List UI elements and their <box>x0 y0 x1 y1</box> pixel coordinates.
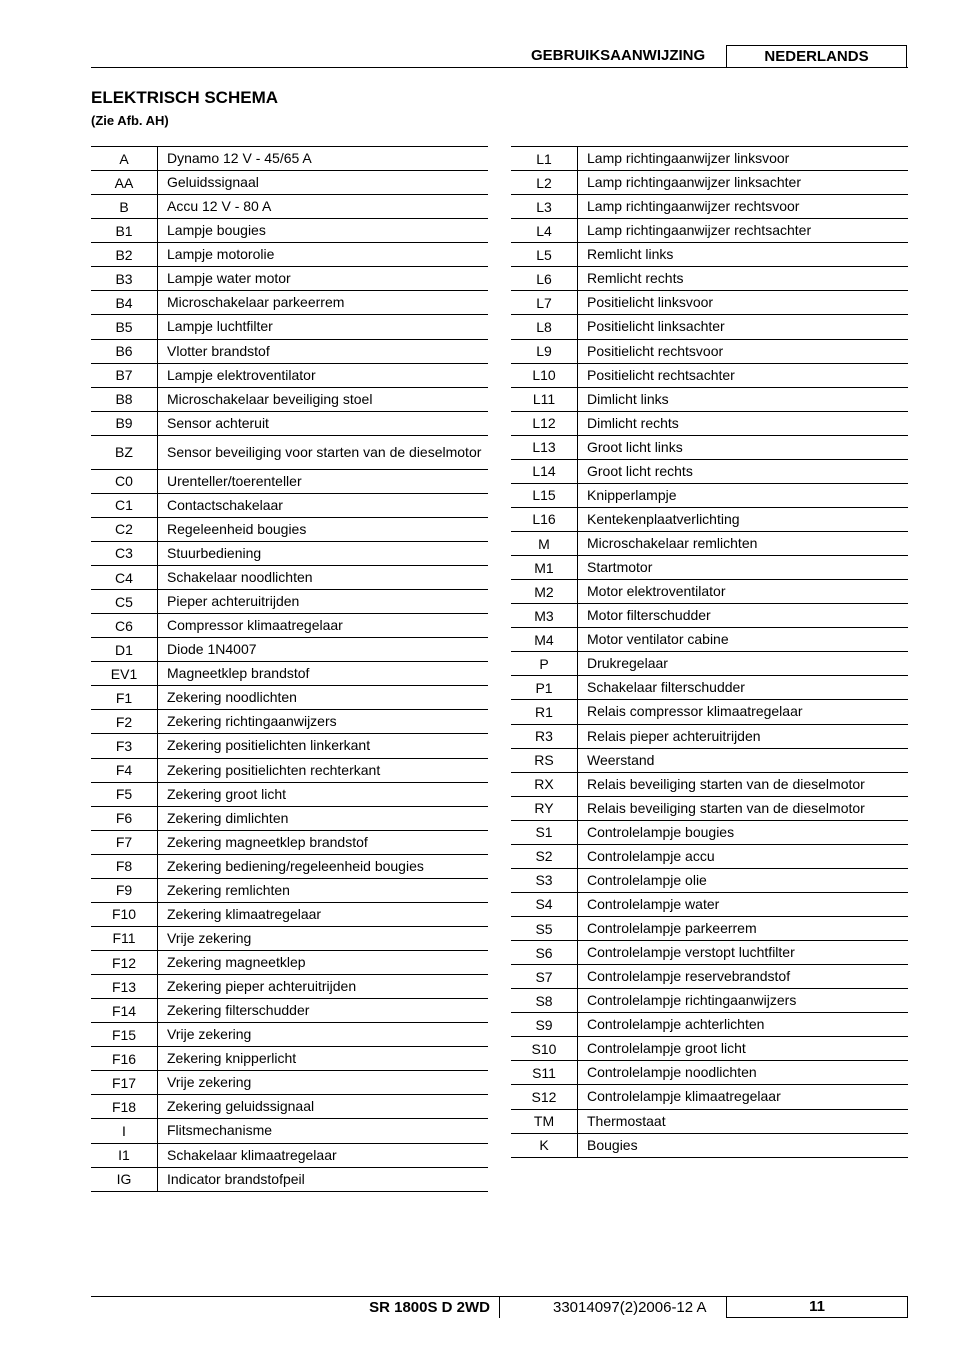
table-row <box>91 171 488 195</box>
component-description: Motor ventilator cabine <box>578 628 909 652</box>
component-description: Groot licht rechts <box>578 459 909 483</box>
component-code: L14 <box>511 459 578 483</box>
component-description: Schakelaar noodlichten <box>158 566 489 590</box>
component-description: Zekering remlichten <box>158 878 489 902</box>
component-code: F1 <box>91 686 158 710</box>
component-code: F2 <box>91 710 158 734</box>
component-table-left <box>91 146 488 1192</box>
component-description: Remlicht rechts <box>578 267 909 291</box>
component-code: F16 <box>91 1047 158 1071</box>
table-row <box>91 806 488 830</box>
table-row <box>511 1013 908 1037</box>
table-row <box>91 469 488 493</box>
component-description: Thermostaat <box>578 1109 909 1133</box>
component-description: Vrije zekering <box>158 926 489 950</box>
component-description: Lampje luchtfilter <box>158 315 489 339</box>
component-description: Microschakelaar remlichten <box>578 532 909 556</box>
table-row <box>91 267 488 291</box>
table-row <box>91 195 488 219</box>
table-row <box>511 989 908 1013</box>
component-code: M2 <box>511 580 578 604</box>
component-description: Zekering noodlichten <box>158 686 489 710</box>
component-description: Lamp richtingaanwijzer rechtsachter <box>578 219 909 243</box>
component-description: Zekering bediening/regeleenheid bougies <box>158 854 489 878</box>
table-row <box>511 1109 908 1133</box>
footer-doc-number: 33014097(2)2006-12 A <box>553 1299 707 1316</box>
component-code: C6 <box>91 614 158 638</box>
table-row <box>91 541 488 565</box>
component-description: Stuurbediening <box>158 541 489 565</box>
component-description: Zekering knipperlicht <box>158 1047 489 1071</box>
table-row <box>91 734 488 758</box>
component-description: Controlelampje reservebrandstof <box>578 965 909 989</box>
component-code: TM <box>511 1109 578 1133</box>
component-code: S7 <box>511 965 578 989</box>
component-code: S6 <box>511 941 578 965</box>
component-description: Zekering richtingaanwijzers <box>158 710 489 734</box>
component-code: C4 <box>91 566 158 590</box>
component-code: C1 <box>91 493 158 517</box>
table-row <box>511 171 908 195</box>
component-code: C3 <box>91 541 158 565</box>
component-code: F7 <box>91 830 158 854</box>
component-code: RY <box>511 796 578 820</box>
component-code: L7 <box>511 291 578 315</box>
component-code: L6 <box>511 267 578 291</box>
table-row <box>91 926 488 950</box>
table-row <box>91 411 488 435</box>
table-row <box>91 1071 488 1095</box>
table-row <box>511 604 908 628</box>
component-description: Dimlicht rechts <box>578 411 909 435</box>
component-code: B1 <box>91 219 158 243</box>
component-code: F11 <box>91 926 158 950</box>
table-row <box>511 1037 908 1061</box>
table-row <box>511 580 908 604</box>
component-code: F6 <box>91 806 158 830</box>
component-description: Microschakelaar parkeerrem <box>158 291 489 315</box>
component-description: Motor filterschudder <box>578 604 909 628</box>
table-row <box>91 782 488 806</box>
footer-model: SR 1800S D 2WD <box>369 1299 490 1316</box>
table-row <box>91 1167 488 1191</box>
component-code: L8 <box>511 315 578 339</box>
table-row <box>91 1143 488 1167</box>
table-row <box>91 147 488 171</box>
table-row <box>511 1133 908 1157</box>
component-description: Controlelampje water <box>578 892 909 916</box>
component-code: I <box>91 1119 158 1143</box>
component-description: Lampje water motor <box>158 267 489 291</box>
component-code: BZ <box>91 435 158 469</box>
header-rule <box>91 67 908 68</box>
table-row <box>511 267 908 291</box>
table-row <box>91 1023 488 1047</box>
component-description: Diode 1N4007 <box>158 638 489 662</box>
table-row <box>511 435 908 459</box>
component-code: L3 <box>511 195 578 219</box>
component-description: Controlelampje bougies <box>578 820 909 844</box>
table-row <box>91 339 488 363</box>
component-code: F5 <box>91 782 158 806</box>
table-row <box>511 315 908 339</box>
component-code: S4 <box>511 892 578 916</box>
table-row <box>511 1085 908 1109</box>
table-row <box>511 892 908 916</box>
component-description: Vrije zekering <box>158 1071 489 1095</box>
component-description: Relais compressor klimaatregelaar <box>578 700 909 724</box>
table-row <box>511 411 908 435</box>
table-row <box>91 387 488 411</box>
component-code: F3 <box>91 734 158 758</box>
component-code: B6 <box>91 339 158 363</box>
component-code: IG <box>91 1167 158 1191</box>
component-code: L2 <box>511 171 578 195</box>
component-code: M4 <box>511 628 578 652</box>
table-row <box>511 243 908 267</box>
component-code: F14 <box>91 999 158 1023</box>
component-description: Controlelampje klimaatregelaar <box>578 1085 909 1109</box>
table-row <box>91 975 488 999</box>
component-code: D1 <box>91 638 158 662</box>
component-description: Sensor beveiliging voor starten van de dieselmotor <box>158 435 489 469</box>
component-code: P <box>511 652 578 676</box>
component-code: R1 <box>511 700 578 724</box>
component-description: Schakelaar klimaatregelaar <box>158 1143 489 1167</box>
table-row <box>91 878 488 902</box>
component-description: Regeleenheid bougies <box>158 517 489 541</box>
table-row <box>91 638 488 662</box>
component-description: Lamp richtingaanwijzer linksachter <box>578 171 909 195</box>
component-code: S10 <box>511 1037 578 1061</box>
table-row <box>511 219 908 243</box>
component-code: EV1 <box>91 662 158 686</box>
table-row <box>511 556 908 580</box>
component-code: B9 <box>91 411 158 435</box>
component-code: P1 <box>511 676 578 700</box>
table-row <box>91 686 488 710</box>
component-code: L15 <box>511 483 578 507</box>
header-title: GEBRUIKSAANWIJZING <box>531 47 706 64</box>
component-description: Controlelampje accu <box>578 844 909 868</box>
component-code: F18 <box>91 1095 158 1119</box>
component-code: S2 <box>511 844 578 868</box>
table-row <box>91 363 488 387</box>
table-row <box>91 566 488 590</box>
table-row <box>511 676 908 700</box>
table-row <box>511 532 908 556</box>
component-code: B2 <box>91 243 158 267</box>
table-row <box>511 195 908 219</box>
table-row <box>91 830 488 854</box>
table-row <box>511 772 908 796</box>
component-description: Magneetklep brandstof <box>158 662 489 686</box>
table-row <box>91 1095 488 1119</box>
table-row <box>511 387 908 411</box>
component-code: RS <box>511 748 578 772</box>
language-box: NEDERLANDS <box>726 45 907 67</box>
component-description: Positielicht rechtsvoor <box>578 339 909 363</box>
component-description: Zekering groot licht <box>158 782 489 806</box>
table-row <box>511 628 908 652</box>
component-description: Indicator brandstofpeil <box>158 1167 489 1191</box>
table-row <box>511 844 908 868</box>
component-code: L16 <box>511 507 578 531</box>
table-row <box>511 700 908 724</box>
component-code: S11 <box>511 1061 578 1085</box>
component-code: A <box>91 147 158 171</box>
table-row <box>91 1047 488 1071</box>
component-description: Sensor achteruit <box>158 411 489 435</box>
component-code: F10 <box>91 902 158 926</box>
component-description: Contactschakelaar <box>158 493 489 517</box>
component-description: Microschakelaar beveiliging stoel <box>158 387 489 411</box>
component-description: Remlicht links <box>578 243 909 267</box>
component-description: Positielicht linksachter <box>578 315 909 339</box>
component-description: Drukregelaar <box>578 652 909 676</box>
component-description: Lampje elektroventilator <box>158 363 489 387</box>
table-row <box>511 339 908 363</box>
component-code: S8 <box>511 989 578 1013</box>
component-description: Weerstand <box>578 748 909 772</box>
component-code: F12 <box>91 951 158 975</box>
component-description: Zekering dimlichten <box>158 806 489 830</box>
component-description: Controlelampje noodlichten <box>578 1061 909 1085</box>
table-row <box>91 517 488 541</box>
component-description: Lampje bougies <box>158 219 489 243</box>
component-description: Zekering klimaatregelaar <box>158 902 489 926</box>
component-code: B5 <box>91 315 158 339</box>
table-row <box>91 1119 488 1143</box>
table-row <box>91 951 488 975</box>
footer-page-number: 11 <box>726 1297 908 1318</box>
component-description: Accu 12 V - 80 A <box>158 195 489 219</box>
component-description: Lamp richtingaanwijzer linksvoor <box>578 147 909 171</box>
table-row <box>91 590 488 614</box>
table-row <box>511 917 908 941</box>
component-code: F4 <box>91 758 158 782</box>
component-description: Kentekenplaatverlichting <box>578 507 909 531</box>
table-row <box>511 147 908 171</box>
table-row <box>91 291 488 315</box>
component-description: Vrije zekering <box>158 1023 489 1047</box>
table-row <box>91 435 488 469</box>
component-description: Relais beveiliging starten van de dieselmotor <box>578 796 909 820</box>
component-description: Bougies <box>578 1133 909 1157</box>
table-row <box>91 614 488 638</box>
component-code: F8 <box>91 854 158 878</box>
component-code: F9 <box>91 878 158 902</box>
component-code: S3 <box>511 868 578 892</box>
component-description: Geluidssignaal <box>158 171 489 195</box>
table-row <box>511 941 908 965</box>
table-row <box>91 902 488 926</box>
component-table-right <box>511 146 908 1158</box>
component-code: L12 <box>511 411 578 435</box>
section-subtitle: (Zie Afb. AH) <box>91 113 169 128</box>
table-row <box>511 652 908 676</box>
component-code: C2 <box>91 517 158 541</box>
component-description: Zekering positielichten linkerkant <box>158 734 489 758</box>
component-code: M3 <box>511 604 578 628</box>
component-description: Dynamo 12 V - 45/65 A <box>158 147 489 171</box>
component-code: C0 <box>91 469 158 493</box>
component-description: Zekering pieper achteruitrijden <box>158 975 489 999</box>
component-code: L13 <box>511 435 578 459</box>
component-description: Controlelampje verstopt luchtfilter <box>578 941 909 965</box>
component-code: L10 <box>511 363 578 387</box>
table-row <box>91 999 488 1023</box>
component-description: Controlelampje achterlichten <box>578 1013 909 1037</box>
component-code: L4 <box>511 219 578 243</box>
component-code: B3 <box>91 267 158 291</box>
component-code: S5 <box>511 917 578 941</box>
component-code: B7 <box>91 363 158 387</box>
table-row <box>511 820 908 844</box>
table-row <box>511 965 908 989</box>
component-code: L1 <box>511 147 578 171</box>
component-code: L5 <box>511 243 578 267</box>
component-description: Zekering magneetklep brandstof <box>158 830 489 854</box>
component-code: I1 <box>91 1143 158 1167</box>
component-description: Relais beveiliging starten van de dieselmotor <box>578 772 909 796</box>
component-description: Zekering magneetklep <box>158 951 489 975</box>
table-row <box>91 854 488 878</box>
component-description: Motor elektroventilator <box>578 580 909 604</box>
footer-separator <box>499 1297 500 1318</box>
table-row <box>511 868 908 892</box>
component-description: Zekering geluidssignaal <box>158 1095 489 1119</box>
component-description: Lamp richtingaanwijzer rechtsvoor <box>578 195 909 219</box>
component-code: AA <box>91 171 158 195</box>
component-description: Startmotor <box>578 556 909 580</box>
component-code: S1 <box>511 820 578 844</box>
component-description: Schakelaar filterschudder <box>578 676 909 700</box>
component-description: Controlelampje olie <box>578 868 909 892</box>
component-description: Pieper achteruitrijden <box>158 590 489 614</box>
component-description: Controlelampje parkeerrem <box>578 917 909 941</box>
component-description: Controlelampje richtingaanwijzers <box>578 989 909 1013</box>
component-code: M <box>511 532 578 556</box>
component-code: B <box>91 195 158 219</box>
table-row <box>511 748 908 772</box>
component-code: B4 <box>91 291 158 315</box>
component-code: F17 <box>91 1071 158 1095</box>
table-row <box>91 662 488 686</box>
table-row <box>91 243 488 267</box>
component-code: L9 <box>511 339 578 363</box>
component-description: Groot licht links <box>578 435 909 459</box>
component-code: K <box>511 1133 578 1157</box>
table-row <box>91 219 488 243</box>
component-code: R3 <box>511 724 578 748</box>
component-code: M1 <box>511 556 578 580</box>
table-row <box>91 758 488 782</box>
component-description: Positielicht rechtsachter <box>578 363 909 387</box>
component-code: S12 <box>511 1085 578 1109</box>
component-description: Vlotter brandstof <box>158 339 489 363</box>
component-description: Zekering positielichten rechterkant <box>158 758 489 782</box>
table-row <box>91 493 488 517</box>
table-row <box>511 483 908 507</box>
table-row <box>511 507 908 531</box>
component-code: S9 <box>511 1013 578 1037</box>
component-description: Urenteller/toerenteller <box>158 469 489 493</box>
table-row <box>511 1061 908 1085</box>
component-description: Flitsmechanisme <box>158 1119 489 1143</box>
component-code: RX <box>511 772 578 796</box>
section-title: ELEKTRISCH SCHEMA <box>91 88 279 107</box>
component-description: Lampje motorolie <box>158 243 489 267</box>
component-code: C5 <box>91 590 158 614</box>
table-row <box>511 363 908 387</box>
table-row <box>511 796 908 820</box>
table-row <box>511 459 908 483</box>
table-row <box>91 315 488 339</box>
component-code: F15 <box>91 1023 158 1047</box>
table-row <box>511 291 908 315</box>
component-code: L11 <box>511 387 578 411</box>
component-code: F13 <box>91 975 158 999</box>
table-row <box>91 710 488 734</box>
component-description: Dimlicht links <box>578 387 909 411</box>
component-code: B8 <box>91 387 158 411</box>
component-description: Relais pieper achteruitrijden <box>578 724 909 748</box>
component-description: Controlelampje groot licht <box>578 1037 909 1061</box>
component-description: Knipperlampje <box>578 483 909 507</box>
component-description: Zekering filterschudder <box>158 999 489 1023</box>
table-row <box>511 724 908 748</box>
component-description: Positielicht linksvoor <box>578 291 909 315</box>
component-description: Compressor klimaatregelaar <box>158 614 489 638</box>
